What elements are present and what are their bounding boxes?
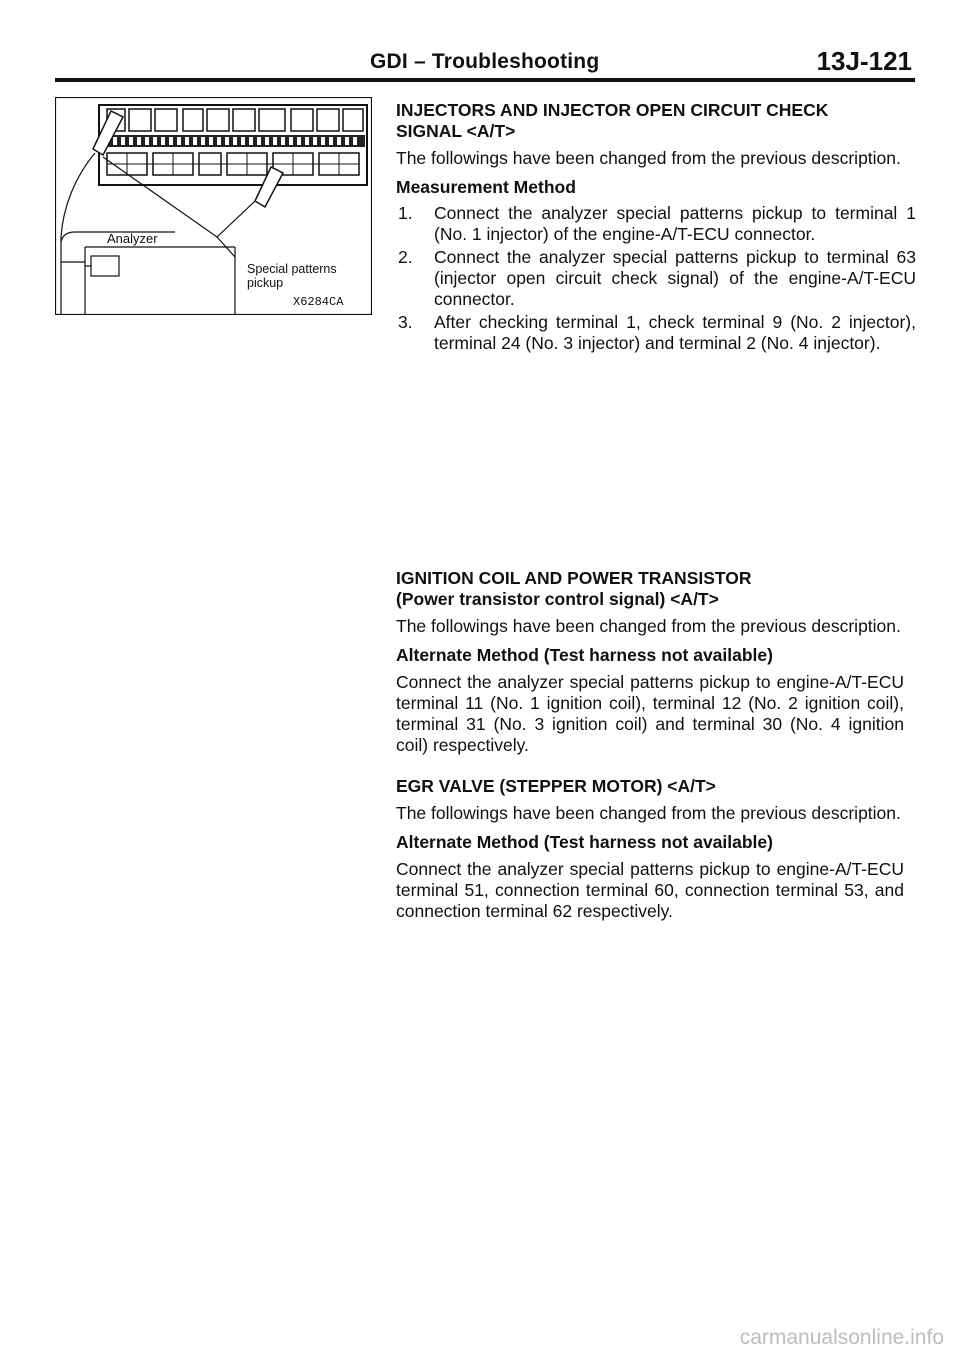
step-item [396,247,916,310]
section-heading [396,100,916,142]
header-divider [55,78,915,82]
heading-line2: (Power transistor control signal) <A/T> [396,589,719,609]
section-subheading: Measurement Method [396,177,576,197]
heading-line1: IGNITION COIL AND POWER TRANSISTOR [396,568,752,588]
section-heading: EGR VALVE (STEPPER MOTOR) <A/T> [396,776,716,796]
section-subheading: Alternate Method (Test harness not available) [396,832,773,852]
section-body: Connect the analyzer special patterns pickup to engine-A/T-ECU terminal 11 (No. 1 ignition coil), terminal 12 (No. 2 ignition coil), terminal 31 (No. 3 ignition coil) and terminal 30 (No. 4 ignition coil) respectively. [396,672,904,755]
heading-line1: INJECTORS AND INJECTOR OPEN CIRCUIT CHECK [396,100,829,120]
ecu-connector [99,105,367,185]
measurement-steps [396,203,916,354]
step-number: 2. [398,247,413,267]
section-heading [396,568,904,610]
page-number: 13J-121 [816,46,912,76]
watermark: carmanualsonline.info [739,1326,944,1349]
section-injectors [396,100,916,356]
step-text: Connect the analyzer special patterns pickup to terminal 1 (No. 1 injector) of the engine-A/T-ECU connector. [434,203,916,244]
section-ignition [396,568,904,756]
step-number: 3. [398,312,413,332]
step-text: After checking terminal 1, check terminal 9 (No. 2 injector), terminal 24 (No. 3 injector) and terminal 2 (No. 4 injector). [434,312,916,353]
step-text: Connect the analyzer special patterns pickup to terminal 63 (injector open circuit check signal) of the engine-A/T-ECU connector. [434,247,916,309]
section-intro: The followings have been changed from the previous description. [396,148,901,168]
connector-diagram-svg [55,97,372,315]
section-intro: The followings have been changed from the previous description. [396,803,901,823]
pickup-label-line2: pickup [247,276,284,290]
step-item [396,312,916,354]
step-item [396,203,916,245]
connector-diagram [55,97,372,315]
heading-line2: SIGNAL <A/T> [396,121,516,141]
section-intro: The followings have been changed from the previous description. [396,616,901,636]
section-subheading: Alternate Method (Test harness not available) [396,645,773,665]
page-header-title: GDI – Troubleshooting [370,50,600,73]
pickup-label-line1: Special patterns [247,262,337,276]
step-number: 1. [398,203,413,223]
figure-code: X6284CA [293,295,344,309]
section-egr [396,776,904,922]
section-body: Connect the analyzer special patterns pickup to engine-A/T-ECU terminal 51, connection terminal 60, connection terminal 53, and connection terminal 62 respectively. [396,859,904,921]
analyzer-label: Analyzer [107,231,158,246]
